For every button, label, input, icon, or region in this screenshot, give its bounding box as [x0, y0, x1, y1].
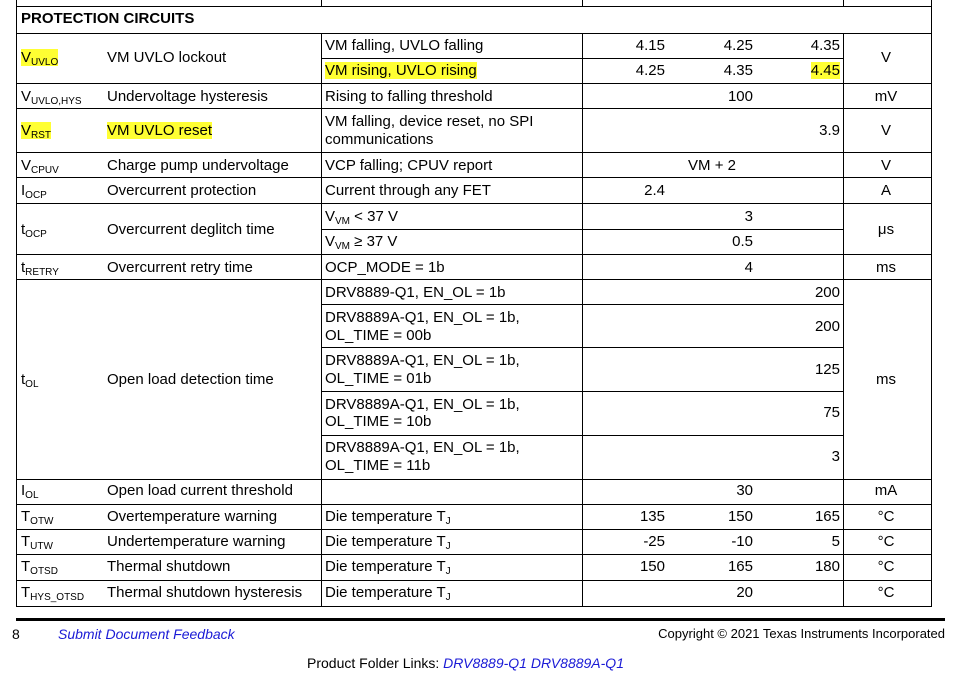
- min-iocp: 2.4: [644, 182, 665, 199]
- cond-tol-line: OL_TIME = 10b: [325, 413, 432, 430]
- unit-totsd: °C: [877, 558, 895, 575]
- cond-tocp-1: $V_{VM} < 37$ V: [325, 208, 398, 227]
- unit-totw: °C: [877, 508, 895, 525]
- drv8889-q1-link[interactable]: DRV8889-Q1: [443, 655, 527, 671]
- typ-vuvlo-2: 4.35: [723, 62, 753, 79]
- typ-tutw: -10: [731, 533, 753, 550]
- symbol-vrst: $V_{RST}$: [21, 122, 52, 141]
- cond-tol-line: DRV8889A-Q1, EN_OL = 1b,: [325, 396, 520, 413]
- max-vuvlo-2: 4.45: [810, 62, 840, 79]
- col-divider-desc: [321, 0, 322, 606]
- row-line: [17, 152, 931, 153]
- symbol-tutw: $T_{UTW}$: [21, 533, 53, 552]
- symbol-vuvlo-hys: $V_{UVLO,HYS}$: [21, 88, 82, 107]
- unit-thys-otsd: °C: [877, 584, 895, 601]
- unit-tutw: °C: [877, 533, 895, 550]
- cond-vcpuv: VCP falling; CPUV report: [325, 157, 493, 174]
- cond-thys-otsd: Die temperature $T_J$: [325, 584, 451, 603]
- typ-thys-otsd: 20: [736, 584, 753, 601]
- row-line: [17, 33, 931, 34]
- cond-iocp: Current through any FET: [325, 182, 491, 199]
- unit-tretry: ms: [876, 259, 896, 276]
- desc-totsd: Thermal shutdown: [107, 558, 231, 575]
- typ-tocp-1: 3: [744, 208, 753, 225]
- cond-tol-line: OL_TIME = 01b: [325, 370, 432, 387]
- cond-tol-line: DRV8889A-Q1, EN_OL = 1b,: [325, 309, 520, 326]
- cond-vuvlo-falling: VM falling, UVLO falling: [325, 37, 484, 54]
- cond-vuvlo-rising: VM rising, UVLO rising: [325, 62, 477, 79]
- typ-totw: 150: [727, 508, 753, 525]
- footer-rule: [16, 618, 945, 621]
- unit-vrst: V: [880, 122, 891, 139]
- row-line: [17, 580, 931, 581]
- cond-tocp-2: $V_{VM} \ge 37$ V: [325, 233, 398, 252]
- desc-tol: Open load detection time: [107, 371, 274, 388]
- typ-vcpuv: VM + 2: [688, 157, 736, 174]
- cond-tol-line: DRV8889-Q1, EN_OL = 1b: [325, 284, 506, 301]
- cond-tol-line: OL_TIME = 11b: [325, 457, 431, 474]
- copyright: Copyright © 2021 Texas Instruments Incorporated: [658, 626, 945, 641]
- cond-tretry: OCP_MODE = 1b: [325, 259, 445, 276]
- desc-totw: Overtemperature warning: [107, 508, 278, 525]
- unit-tocp: μs: [877, 221, 895, 238]
- subrow-line: [322, 229, 843, 230]
- unit-vuvlo: V: [880, 49, 891, 66]
- drv8889a-q1-link[interactable]: DRV8889A-Q1: [530, 655, 624, 671]
- max-tol: 75: [823, 404, 840, 421]
- unit-vuvlo-hys: mV: [874, 88, 898, 105]
- row-line: [17, 203, 931, 204]
- row-line: [17, 83, 931, 84]
- row-line: [17, 177, 931, 178]
- typ-vuvlo-hys: 100: [727, 88, 753, 105]
- subrow-line: [322, 304, 843, 305]
- typ-tocp-2: 0.5: [732, 233, 753, 250]
- min-totsd: 150: [639, 558, 665, 575]
- symbol-totw: $T_{OTW}$: [21, 508, 54, 527]
- symbol-thys-otsd: $T_{HYS\_OTSD}$: [21, 584, 85, 603]
- cond-tol-line: OL_TIME = 00b: [325, 327, 432, 344]
- symbol-totsd: $T_{OTSD}$: [21, 558, 58, 577]
- row-line: [17, 108, 931, 109]
- unit-tol: ms: [876, 371, 896, 388]
- row-line: [17, 254, 931, 255]
- max-totw: 165: [814, 508, 840, 525]
- desc-iocp: Overcurrent protection: [107, 182, 257, 199]
- unit-iocp: A: [880, 182, 891, 199]
- max-tutw: 5: [831, 533, 840, 550]
- row-line: [17, 504, 931, 505]
- typ-vuvlo-1: 4.25: [723, 37, 753, 54]
- max-vrst: 3.9: [819, 122, 840, 139]
- unit-vcpuv: V: [880, 157, 891, 174]
- page-number: 8: [12, 626, 20, 642]
- desc-vuvlo-hys: Undervoltage hysteresis: [107, 88, 268, 105]
- desc-vrst: VM UVLO reset: [107, 122, 213, 139]
- desc-vuvlo: VM UVLO lockout: [107, 49, 227, 66]
- cond-vuvlo-hys: Rising to falling threshold: [325, 88, 493, 105]
- subrow-line: [322, 435, 843, 436]
- symbol-iocp: $I_{OCP}$: [21, 182, 47, 201]
- symbol-vcpuv: $V_{CPUV}$: [21, 157, 59, 176]
- unit-iol: mA: [874, 482, 898, 499]
- min-vuvlo-1: 4.15: [635, 37, 665, 54]
- min-totw: 135: [639, 508, 665, 525]
- subrow-line: [322, 58, 843, 59]
- typ-tretry: 4: [744, 259, 753, 276]
- symbol-tretry: $t_{RETRY}$: [21, 259, 59, 278]
- min-tutw: -25: [643, 533, 665, 550]
- desc-vcpuv: Charge pump undervoltage: [107, 157, 289, 174]
- cond-totsd: Die temperature $T_J$: [325, 558, 451, 577]
- cond-vrst-line2: communications: [325, 131, 434, 148]
- cond-totw: Die temperature $T_J$: [325, 508, 451, 527]
- row-line: [17, 529, 931, 530]
- desc-tutw: Undertemperature warning: [107, 533, 286, 550]
- cond-tol-line: DRV8889A-Q1, EN_OL = 1b,: [325, 352, 520, 369]
- desc-tocp: Overcurrent deglitch time: [107, 221, 275, 238]
- symbol-tol: $t_{OL}$: [21, 371, 39, 390]
- symbol-tocp: $t_{OCP}$: [21, 221, 47, 240]
- section-title: PROTECTION CIRCUITS: [21, 10, 195, 27]
- spec-table: [16, 0, 932, 607]
- subrow-line: [322, 391, 843, 392]
- desc-tretry: Overcurrent retry time: [107, 259, 253, 276]
- typ-iol: 30: [736, 482, 753, 499]
- product-folder-label: Product Folder Links:: [307, 655, 444, 671]
- max-tol: 200: [814, 318, 840, 335]
- max-totsd: 180: [814, 558, 840, 575]
- submit-feedback-link[interactable]: Submit Document Feedback: [58, 626, 235, 642]
- row-line: [17, 279, 931, 280]
- desc-thys-otsd: Thermal shutdown hysteresis: [107, 584, 303, 601]
- desc-iol: Open load current threshold: [107, 482, 293, 499]
- product-folder-links: [307, 655, 624, 671]
- symbol-iol: $I_{OL}$: [21, 482, 39, 501]
- row-line: [17, 554, 931, 555]
- max-vuvlo-1: 4.35: [810, 37, 840, 54]
- max-tol: 3: [831, 448, 840, 465]
- col-divider-cond: [582, 0, 583, 606]
- cond-vrst-line1: VM falling, device reset, no SPI: [325, 113, 534, 130]
- cond-tutw: Die temperature $T_J$: [325, 533, 451, 552]
- min-vuvlo-2: 4.25: [635, 62, 665, 79]
- typ-totsd: 165: [727, 558, 753, 575]
- max-tol: 200: [814, 284, 840, 301]
- max-tol: 125: [814, 361, 840, 378]
- cond-tol-line: DRV8889A-Q1, EN_OL = 1b,: [325, 439, 520, 456]
- symbol-vuvlo: $V_{UVLO}$: [21, 49, 59, 68]
- row-line: [17, 479, 931, 480]
- subrow-line: [322, 347, 843, 348]
